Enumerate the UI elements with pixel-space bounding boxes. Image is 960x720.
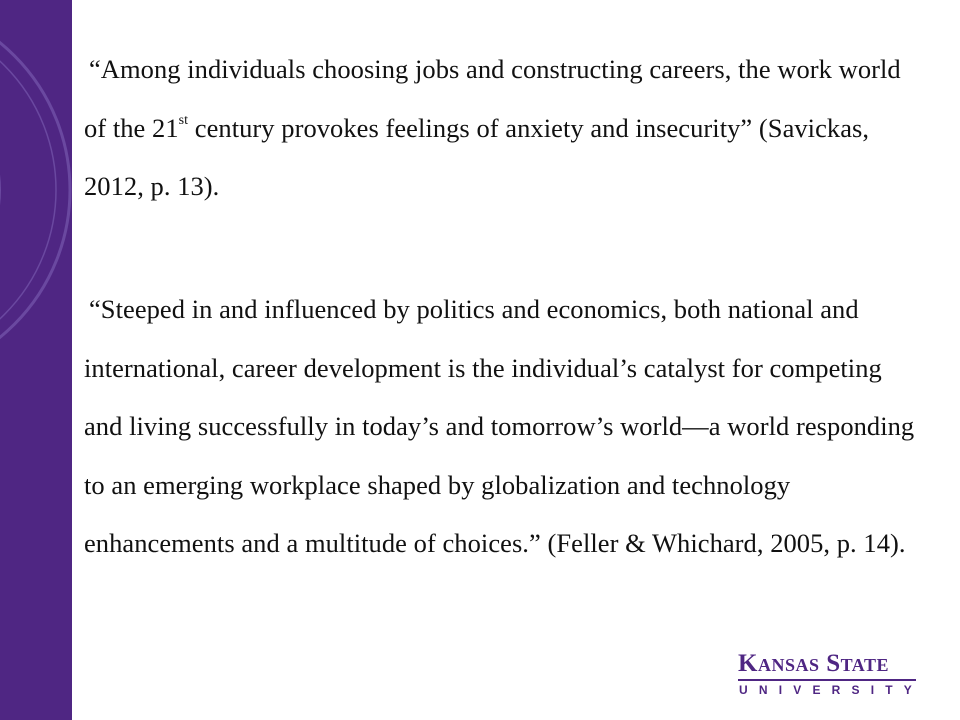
quote-savickas-text-b: century provokes feelings of anxiety and insecurity” (Savickas, 2012, p. 13).: [84, 112, 870, 201]
university-seal-watermark: [0, 10, 72, 370]
quote-savickas-text-a: “Among individuals choosing jobs and constructing careers, the work world of the 21: [84, 54, 901, 143]
purple-sidebar: [0, 0, 72, 720]
quote-feller-whichard: [84, 280, 924, 573]
logo-subtitle: UNIVERSITY: [739, 683, 924, 697]
ordinal-superscript: st: [178, 112, 189, 128]
logo-name: Kansas State: [738, 650, 889, 677]
quote-savickas: [84, 40, 924, 216]
logo-rule: [738, 679, 916, 681]
quote-feller-whichard-text: “Steeped in and influenced by politics and economics, both national and international, career development is the individual’s catalyst for competing and living successfully in today’s and tomorrow’s world—a world responding to an emerging workplace shaped by globalization and technology enhancements and a multitude of choices.” (Feller & Whichard, 2005, p. 14).: [84, 294, 915, 558]
kansas-state-logo: [738, 650, 924, 700]
